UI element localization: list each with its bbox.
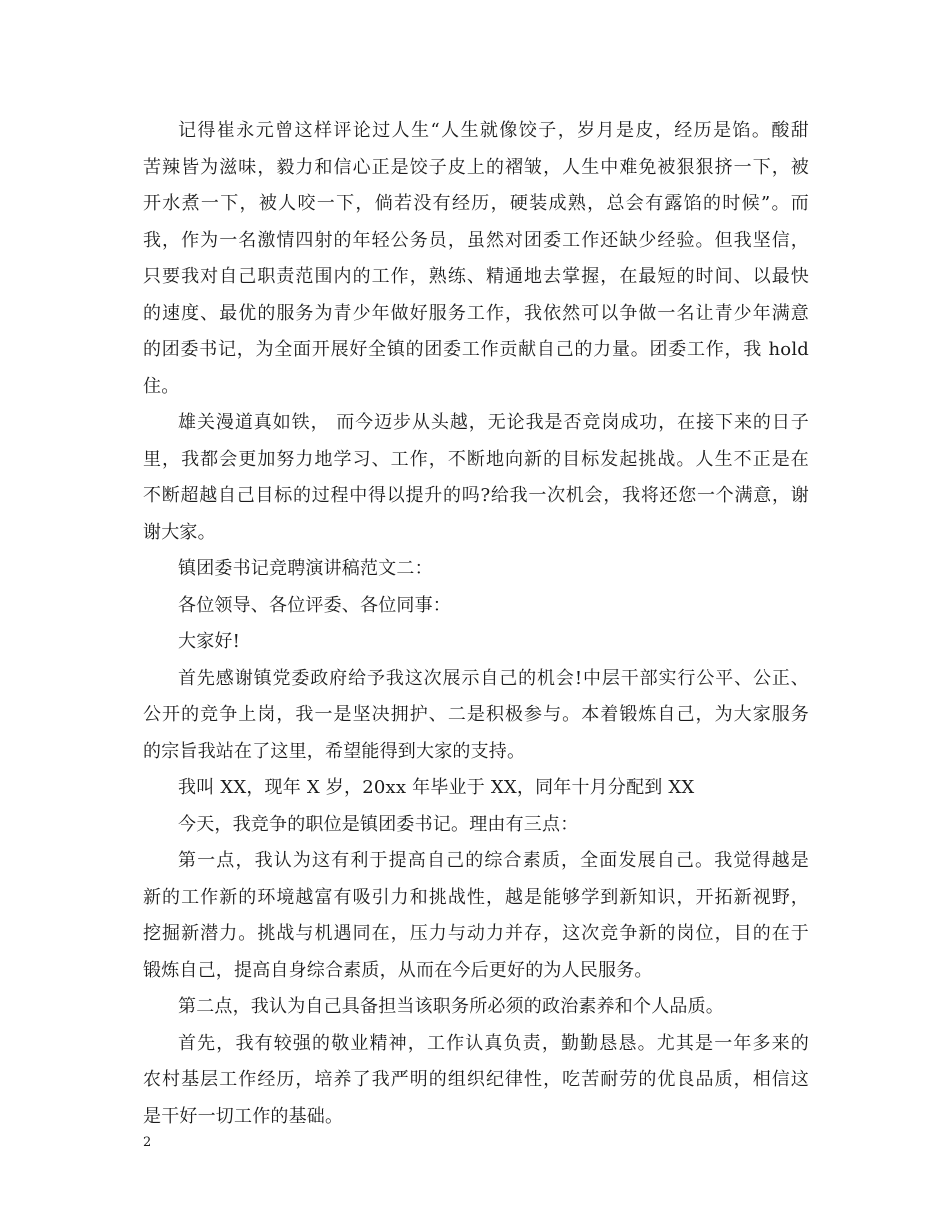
text-line: 不断超越自己目标的过程中得以提升的吗?给我一次机会，我将还您一个满意，谢 (143, 485, 809, 506)
text-line: 苦辣皆为滋味，毅力和信心正是饺子皮上的褶皱，人生中难免被狠狠挤一下，被 (143, 156, 809, 178)
text-line: 住。 (143, 375, 180, 397)
text-line: 挖掘新潜力。挑战与机遇同在，压力与动力并存，这次竞争新的岗位，目的在于 (143, 923, 809, 944)
text-line: 各位领导、各位评委、各位同事： (178, 594, 451, 616)
text-line: 今天，我竞争的职位是镇团委书记。理由有三点： (178, 813, 579, 835)
text-line: 我叫 XX，现年 X 岁，20xx 年毕业于 XX，同年十月分配到 XX (178, 777, 695, 798)
text-line: 的团委书记，为全面开展好全镇的团委工作贡献自己的力量。团委工作，我 hold (143, 339, 809, 360)
text-line: 大家好! (178, 631, 241, 652)
text-line: 的宗旨我站在了这里，希望能得到大家的支持。 (143, 740, 526, 762)
text-line: 第一点，我认为这有利于提高自己的综合素质，全面发展自己。我觉得越是 (178, 850, 809, 871)
page-number: 2 (143, 1135, 152, 1150)
text-line: 只要我对自己职责范围内的工作，熟练、精通地去掌握，在最短的时间、以最快 (143, 266, 809, 287)
text-line: 锻炼自己，提高自身综合素质，从而在今后更好的为人民服务。 (143, 959, 653, 981)
text-line: 首先感谢镇党委政府给予我这次展示自己的机会!中层干部实行公平、公正、 (178, 667, 809, 689)
text-line: 开水煮一下，被人咬一下，倘若没有经历，硬装成熟，总会有露馅的时候”。而 (143, 193, 809, 214)
text-line: 公开的竞争上岗，我一是坚决拥护、二是积极参与。本着锻炼自己，为大家服务 (143, 704, 809, 725)
text-line: 记得崔永元曾这样评论过人生“人生就像饺子，岁月是皮，经历是馅。酸甜 (178, 120, 809, 141)
text-line: 谢大家。 (143, 521, 216, 543)
text-line: 里，我都会更加努力地学习、工作，不断地向新的目标发起挑战。人生不正是在 (143, 448, 809, 470)
text-line: 雄关漫道真如铁， 而今迈步从头越，无论我是否竞岗成功，在接下来的日子 (178, 412, 809, 433)
text-line: 第二点，我认为自己具备担当该职务所必须的政治素养和个人品质。 (178, 996, 724, 1017)
text-line: 我，作为一名激情四射的年轻公务员，虽然对团委工作还缺少经验。但我坚信， (143, 229, 809, 251)
document-body (143, 113, 809, 1135)
text-line: 新的工作新的环境越富有吸引力和挑战性，越是能够学到新知识，开拓新视野， (143, 886, 809, 908)
text-line: 是干好一切工作的基础。 (143, 1105, 344, 1127)
text-line: 镇团委书记竞聘演讲稿范文二： (178, 558, 433, 579)
text-line: 的速度、最优的服务为青少年做好服务工作，我依然可以争做一名让青少年满意 (143, 302, 809, 324)
text-line: 农村基层工作经历，培养了我严明的组织纪律性，吃苦耐劳的优良品质，相信这 (143, 1069, 809, 1090)
text-line: 首先，我有较强的敬业精神，工作认真负责，勤勤恳恳。尤其是一年多来的 (178, 1032, 809, 1054)
